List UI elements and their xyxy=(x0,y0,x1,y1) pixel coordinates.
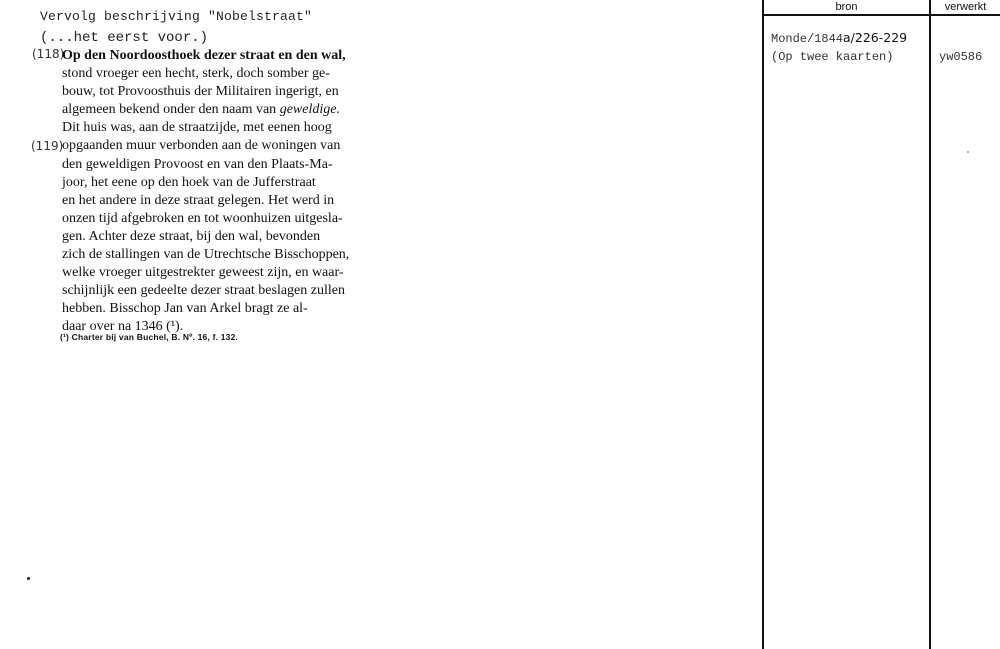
column-header-verwerkt: verwerkt xyxy=(944,1,987,13)
bron-entry: (Op twee kaarten) xyxy=(771,50,894,64)
body-line: onzen tijd afgebroken en tot woonhuizen uitgesla- xyxy=(62,210,343,226)
body-line: stond vroeger een hecht, sterk, doch somber ge- xyxy=(62,66,330,82)
body-line: bouw, tot Provoosthuis der Militairen ingerigt, en xyxy=(62,84,339,100)
body-line: schijnlijk een gedeelte dezer straat beslagen zullen xyxy=(62,283,345,299)
stray-dot xyxy=(27,577,30,580)
table-divider-left xyxy=(762,0,764,649)
table-header-rule xyxy=(762,14,1000,16)
body-line: Dit huis was, aan de straatzijde, met eenen hoog xyxy=(62,120,332,136)
column-header-bron: bron xyxy=(835,1,858,13)
body-line: gen. Achter deze straat, bij den wal, bevonden xyxy=(62,228,321,244)
body-line: zich de stallingen van de Utrechtsche Bisschoppen, xyxy=(62,247,350,263)
margin-note-118: (118) xyxy=(32,47,65,61)
bron-entry xyxy=(771,30,907,46)
table-divider-mid xyxy=(929,0,931,649)
intro-line: (...het eerst voor.) xyxy=(40,30,209,46)
stray-dot xyxy=(967,151,969,153)
bron-handwritten: a/226-229 xyxy=(843,30,908,45)
bron-typed: Monde/1844 xyxy=(771,32,844,46)
body-line: opgaanden muur verbonden aan de woningen van xyxy=(62,138,341,154)
body-line xyxy=(62,101,360,119)
body-line: en het andere in deze straat gelegen. Het werd in xyxy=(62,192,335,208)
body-line: Op den Noordoosthoek dezer straat en den wal, xyxy=(62,48,346,63)
body-line: welke vroeger uitgestrekter geweest zijn, en waar- xyxy=(62,265,344,281)
page-title: Vervolg beschrijving "Nobelstraat" xyxy=(40,9,313,24)
margin-note-119: (119) xyxy=(31,139,64,153)
verwerkt-entry: yw0586 xyxy=(939,50,983,64)
body-line: joor, het eene op den hoek van de Jufferstraat xyxy=(62,174,316,190)
body-italic-word: geweldige. xyxy=(279,102,340,118)
body-text xyxy=(62,47,360,337)
body-line: den geweldigen Provoost en van den Plaats-Ma- xyxy=(62,156,333,172)
footnote: (¹) Charter bij van Buchel, B. Nº. 16, f. 132. xyxy=(60,332,239,342)
body-line-text: algemeen bekend onder den naam van xyxy=(62,102,280,118)
body-line: daar over na 1346 (¹). xyxy=(62,319,184,335)
body-line: hebben. Bisschop Jan van Arkel bragt ze al- xyxy=(62,301,308,317)
